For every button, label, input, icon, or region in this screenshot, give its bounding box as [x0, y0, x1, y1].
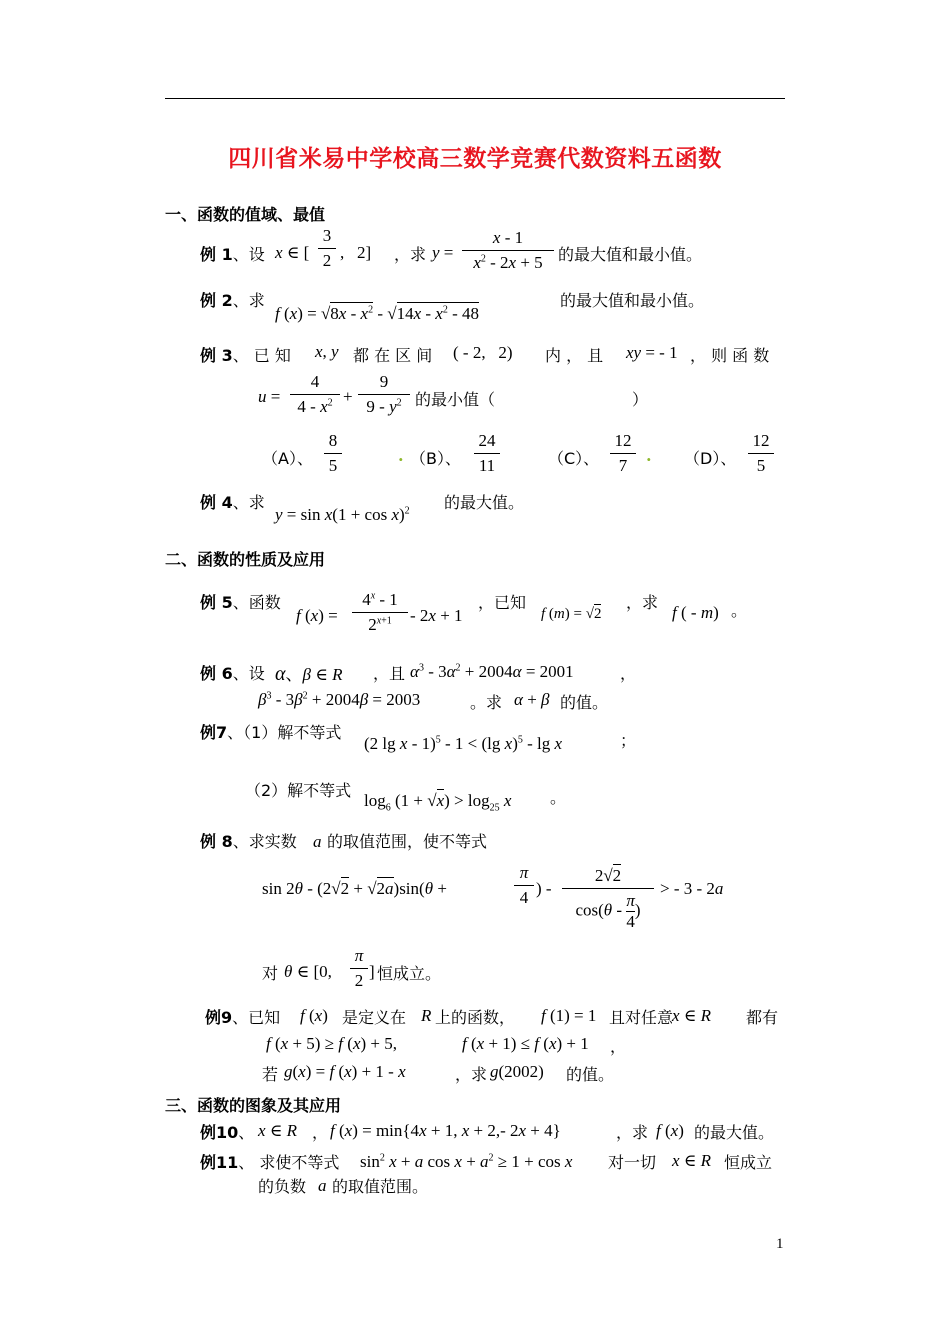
section-heading: 二、函数的性质及应用	[165, 550, 326, 569]
example-3: 例 3、 已 知	[200, 346, 291, 365]
math-e2: f $(x) = √8x - x^2 - √14x - x^2 - 48$	[275, 304, 479, 323]
fraction-4: 4 $4 - x^2$	[290, 372, 340, 417]
option-d: （D）、	[684, 449, 737, 468]
fraction-e5: 4$^x$ - 1 $2^{x+1}$	[352, 590, 408, 635]
math-e4: $y = \sin x(1 + \cos x)^2$	[275, 505, 410, 524]
math-u-eq: u =	[258, 387, 281, 406]
example-7-part-2: （2）解不等式	[245, 781, 352, 800]
option-c: （C）、	[548, 449, 600, 468]
example-10: 例10、	[200, 1123, 255, 1142]
math-xy-eq: xy = - 1	[626, 343, 678, 362]
fraction-9: 9 $9 - y^2$	[358, 372, 410, 417]
math-interval-end: , 2]	[340, 243, 372, 262]
fraction-3-2: 3 2	[318, 226, 336, 271]
example-5: 例 5、函数	[200, 593, 281, 612]
option-b: （B）、	[410, 449, 461, 468]
math-e8-ineq: sin 2θ - (2√2 + √2a)sin(θ +	[262, 879, 447, 898]
page-title: 四川省米易中学校高三数学竞赛代数资料五函数	[228, 146, 722, 172]
example-7: 例7、（1）解不等式	[200, 723, 342, 742]
example-2: 例 2、求	[200, 291, 265, 310]
example-1: 例 1、设	[200, 245, 265, 264]
math-y-eq: y =	[432, 243, 454, 262]
example-9: 例9、已知	[205, 1008, 281, 1027]
section-heading: 三、函数的图象及其应用	[165, 1096, 342, 1115]
math-x-in: x ∈ [	[275, 243, 310, 262]
page-number: 1	[776, 1236, 784, 1252]
fraction-e1: x - 1 $x^2 - 2x + 5$	[462, 228, 554, 273]
example-4: 例 4、求	[200, 493, 265, 512]
option-a: （A）、	[262, 449, 313, 468]
section-heading: 一、函数的值域、最值	[165, 205, 326, 224]
example-label: 例 1	[200, 245, 233, 264]
example-6: 例 6、设	[200, 664, 265, 683]
example-11: 例11、 求使不等式	[200, 1153, 340, 1172]
header-rule	[165, 98, 785, 99]
math-xy: x, y	[315, 342, 339, 361]
example-8: 例 8、求实数	[200, 832, 297, 851]
math-interval: ( - 2, 2)	[453, 343, 513, 362]
